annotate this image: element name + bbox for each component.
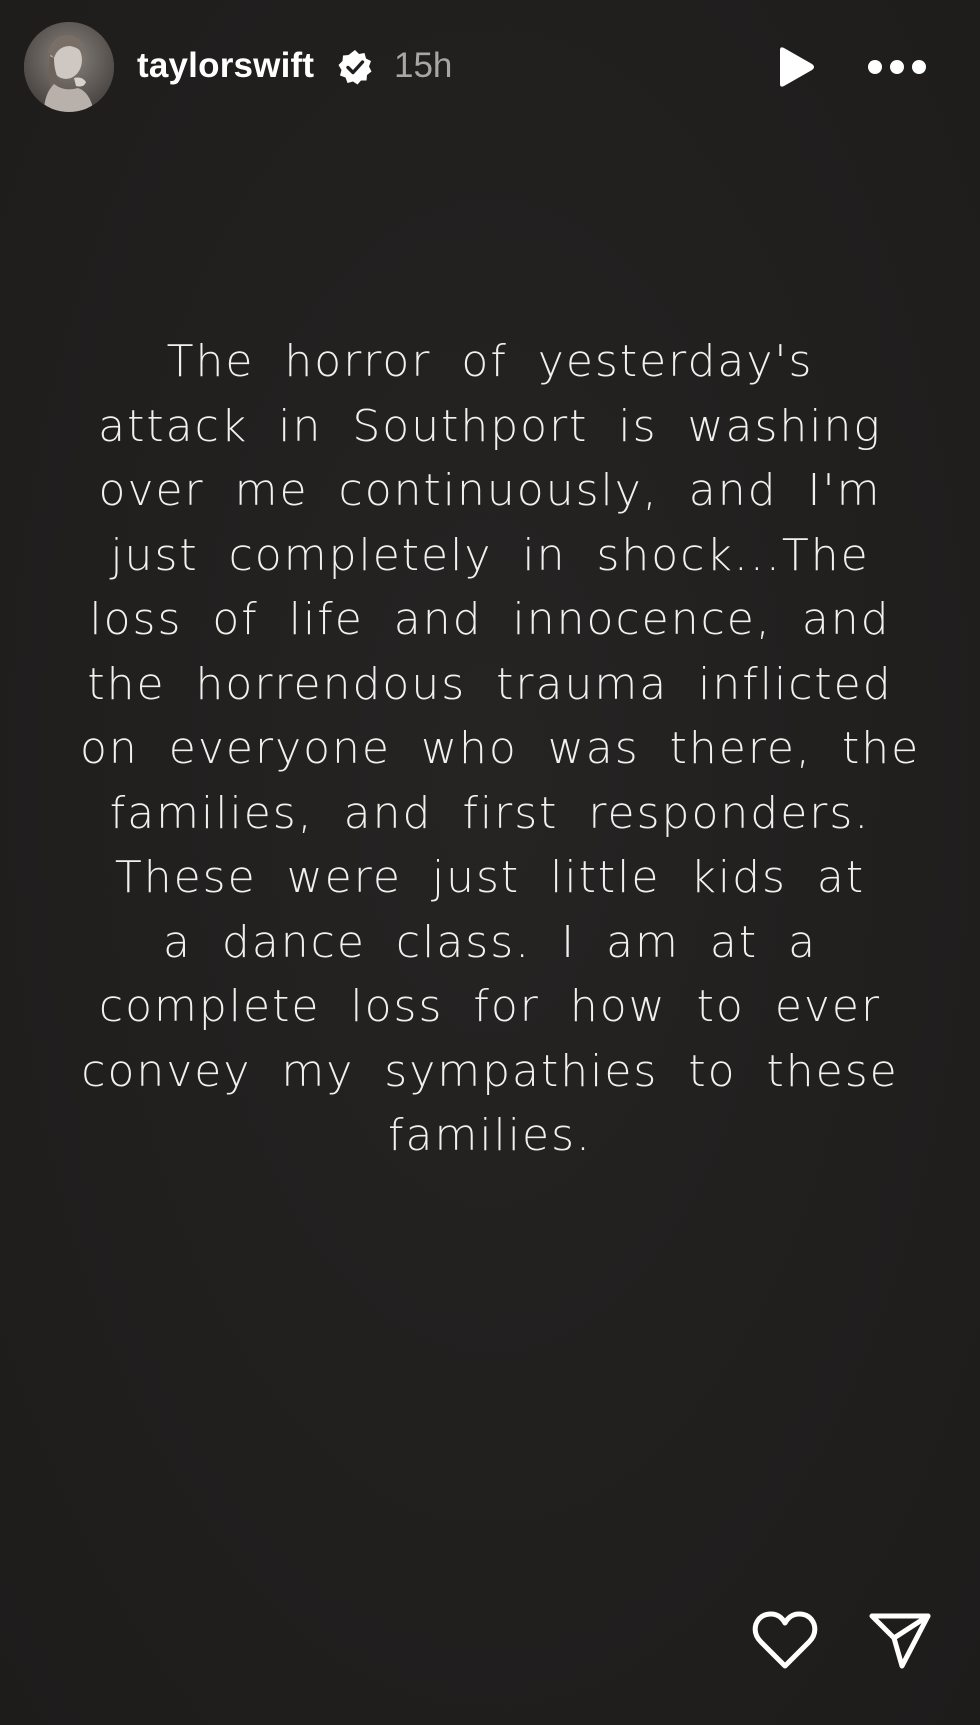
story-header [0,0,980,130]
story-text-line: a dance class. I am at a [162,916,818,968]
story-text-line: the horrendous trauma inflicted [87,658,893,710]
story-text-line: on everyone who was there, the [80,723,921,774]
story-text-line: convey my sympathies to these [81,1045,899,1097]
story-text-line: just completely in shock...The [110,529,870,581]
heart-icon [752,1610,818,1670]
send-icon [868,1608,932,1672]
story-text [80,330,921,1169]
story-text-line: families, and first responders. [109,787,871,839]
play-button[interactable] [772,44,818,90]
more-options-icon [866,52,928,82]
play-icon [772,44,818,90]
story-text-line: families. [388,1110,592,1161]
verified-badge-icon [337,49,373,85]
story-text-line: over me continuously, and I'm [98,465,882,516]
like-button[interactable] [752,1610,818,1670]
avatar[interactable] [24,22,114,112]
share-button[interactable] [868,1608,932,1672]
more-options-button[interactable] [866,52,928,82]
story-text-line: complete loss for how to ever [98,981,882,1032]
story-text-line: The horror of yesterday's [166,336,814,387]
story-text-line: loss of life and innocence, and [89,594,891,645]
username[interactable]: taylorswift [137,46,315,85]
story-timestamp: 15h [394,46,453,85]
story-text-line: attack in Southport is washing [98,400,882,452]
story-text-line: These were just little kids at [114,852,866,903]
